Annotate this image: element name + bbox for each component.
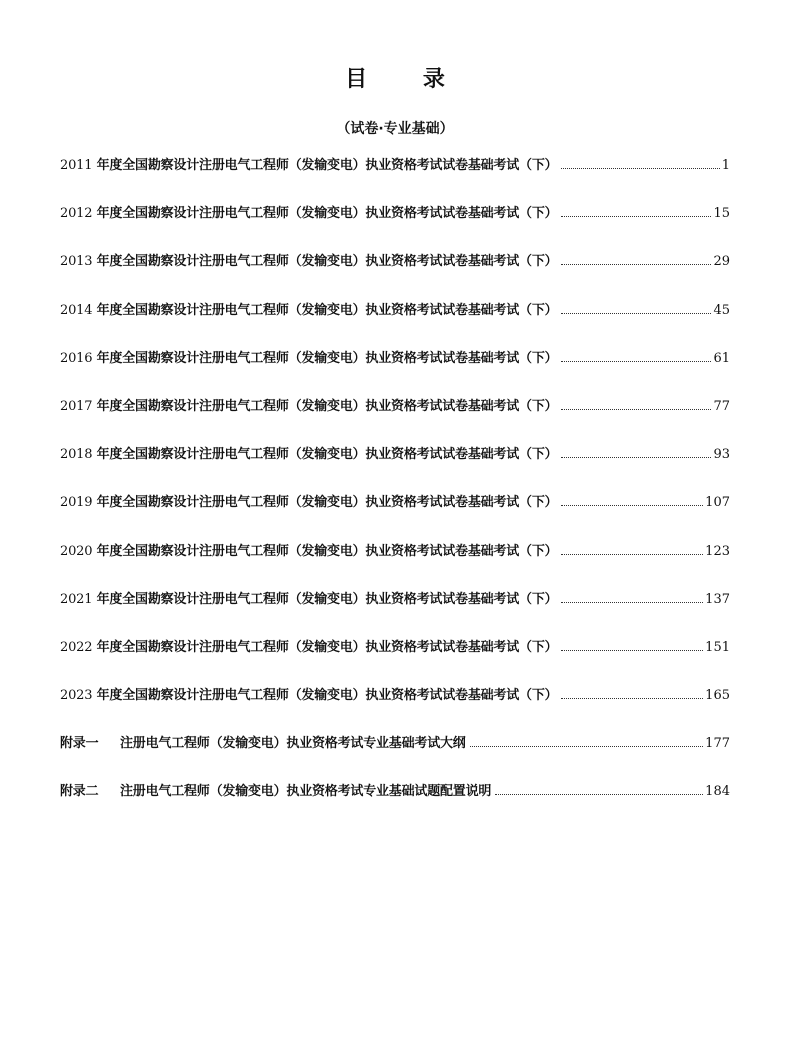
toc-entry-2022[interactable] bbox=[60, 636, 730, 684]
toc-entry-2014[interactable] bbox=[60, 299, 730, 347]
toc-entry-2019[interactable] bbox=[60, 491, 730, 539]
table-of-contents bbox=[60, 154, 730, 829]
appendix-label: 附录二 bbox=[60, 784, 99, 800]
toc-entry-title bbox=[60, 732, 466, 756]
toc-entry-text: 年度全国勘察设计注册电气工程师（发输变电）执业资格考试试卷基础考试（下） bbox=[92, 543, 558, 559]
toc-entry-year: 2019 bbox=[60, 495, 93, 511]
toc-entry-text: 年度全国勘察设计注册电气工程师（发输变电）执业资格考试试卷基础考试（下） bbox=[92, 639, 558, 655]
toc-entry-page: 123 bbox=[705, 543, 730, 559]
dot-leader bbox=[561, 457, 711, 458]
toc-entry-2012[interactable] bbox=[60, 202, 730, 250]
toc-entry-2021[interactable] bbox=[60, 588, 730, 636]
toc-entry-page: 1 bbox=[721, 158, 730, 173]
toc-entry-year: 2023 bbox=[60, 688, 93, 704]
dot-leader bbox=[561, 554, 703, 555]
dot-leader bbox=[561, 264, 711, 265]
toc-entry-title bbox=[60, 684, 557, 708]
appendix-label: 附录一 bbox=[60, 736, 99, 752]
toc-entry-year: 2011 bbox=[60, 158, 93, 173]
dot-leader bbox=[561, 505, 703, 506]
toc-entry-page: 45 bbox=[713, 302, 730, 318]
toc-entry-page: 184 bbox=[705, 784, 730, 800]
toc-entry-2020[interactable] bbox=[60, 540, 730, 588]
toc-entry-text: 年度全国勘察设计注册电气工程师（发输变电）执业资格考试试卷基础考试（下） bbox=[92, 158, 558, 173]
toc-entry-title bbox=[60, 395, 557, 419]
toc-entry-page: 61 bbox=[713, 350, 730, 366]
toc-entry-text: 年度全国勘察设计注册电气工程师（发输变电）执业资格考试试卷基础考试（下） bbox=[92, 302, 558, 318]
toc-entry-text: 年度全国勘察设计注册电气工程师（发输变电）执业资格考试试卷基础考试（下） bbox=[92, 398, 558, 414]
toc-entry-year: 2021 bbox=[60, 591, 93, 607]
dot-leader bbox=[561, 216, 711, 217]
toc-entry-year: 2020 bbox=[60, 543, 93, 559]
toc-entry-title bbox=[60, 250, 557, 274]
toc-entry-year: 2018 bbox=[60, 447, 93, 463]
toc-entry-appendix-2[interactable] bbox=[60, 780, 730, 828]
toc-entry-title bbox=[60, 588, 557, 612]
toc-entry-2018[interactable] bbox=[60, 443, 730, 491]
toc-entry-text: 年度全国勘察设计注册电气工程师（发输变电）执业资格考试试卷基础考试（下） bbox=[92, 688, 558, 704]
toc-entry-text: 年度全国勘察设计注册电气工程师（发输变电）执业资格考试试卷基础考试（下） bbox=[92, 591, 558, 607]
toc-entry-2011[interactable] bbox=[60, 154, 730, 202]
toc-entry-text: 年度全国勘察设计注册电气工程师（发输变电）执业资格考试试卷基础考试（下） bbox=[92, 254, 558, 270]
toc-entry-page: 29 bbox=[713, 254, 730, 270]
toc-entry-page: 107 bbox=[705, 495, 730, 511]
dot-leader bbox=[561, 409, 711, 410]
toc-entry-text: 年度全国勘察设计注册电气工程师（发输变电）执业资格考试试卷基础考试（下） bbox=[92, 206, 558, 222]
toc-entry-2016[interactable] bbox=[60, 347, 730, 395]
toc-entry-year: 2013 bbox=[60, 254, 93, 270]
dot-leader bbox=[561, 168, 719, 169]
toc-entry-title bbox=[60, 780, 491, 804]
toc-entry-page: 77 bbox=[713, 398, 730, 414]
toc-entry-page: 151 bbox=[705, 639, 730, 655]
toc-entry-text: 年度全国勘察设计注册电气工程师（发输变电）执业资格考试试卷基础考试（下） bbox=[92, 447, 558, 463]
toc-entry-year: 2017 bbox=[60, 398, 93, 414]
toc-entry-page: 177 bbox=[705, 736, 730, 752]
toc-entry-year: 2022 bbox=[60, 639, 93, 655]
dot-leader bbox=[561, 313, 711, 314]
toc-entry-year: 2012 bbox=[60, 206, 93, 222]
toc-entry-page: 93 bbox=[713, 447, 730, 463]
page-title: 目 录 bbox=[345, 67, 469, 92]
toc-entry-year: 2014 bbox=[60, 302, 93, 318]
toc-entry-text: 年度全国勘察设计注册电气工程师（发输变电）执业资格考试试卷基础考试（下） bbox=[92, 495, 558, 511]
dot-leader bbox=[495, 794, 703, 795]
toc-entry-page: 165 bbox=[705, 688, 730, 704]
toc-entry-text: 注册电气工程师（发输变电）执业资格考试专业基础考试大纲 bbox=[120, 736, 466, 752]
dot-leader bbox=[561, 650, 703, 651]
toc-entry-title bbox=[60, 636, 557, 660]
dot-leader bbox=[561, 602, 703, 603]
toc-entry-title bbox=[60, 202, 557, 226]
dot-leader bbox=[470, 746, 704, 747]
toc-entry-title bbox=[60, 491, 557, 515]
toc-entry-title bbox=[60, 443, 557, 467]
toc-entry-text: 注册电气工程师（发输变电）执业资格考试专业基础试题配置说明 bbox=[120, 784, 492, 800]
toc-entry-title bbox=[60, 347, 557, 371]
toc-entry-year: 2016 bbox=[60, 350, 93, 366]
toc-entry-page: 137 bbox=[705, 591, 730, 607]
toc-entry-2013[interactable] bbox=[60, 250, 730, 298]
toc-entry-title bbox=[60, 299, 557, 323]
page-subtitle: （试卷·专业基础） bbox=[336, 121, 454, 137]
toc-entry-title bbox=[60, 540, 557, 564]
toc-entry-2017[interactable] bbox=[60, 395, 730, 443]
dot-leader bbox=[561, 698, 703, 699]
toc-entry-text: 年度全国勘察设计注册电气工程师（发输变电）执业资格考试试卷基础考试（下） bbox=[92, 350, 558, 366]
dot-leader bbox=[561, 361, 711, 362]
toc-entry-page: 15 bbox=[713, 206, 730, 222]
toc-entry-title bbox=[60, 154, 557, 178]
toc-entry-appendix-1[interactable] bbox=[60, 732, 730, 780]
toc-entry-2023[interactable] bbox=[60, 684, 730, 732]
